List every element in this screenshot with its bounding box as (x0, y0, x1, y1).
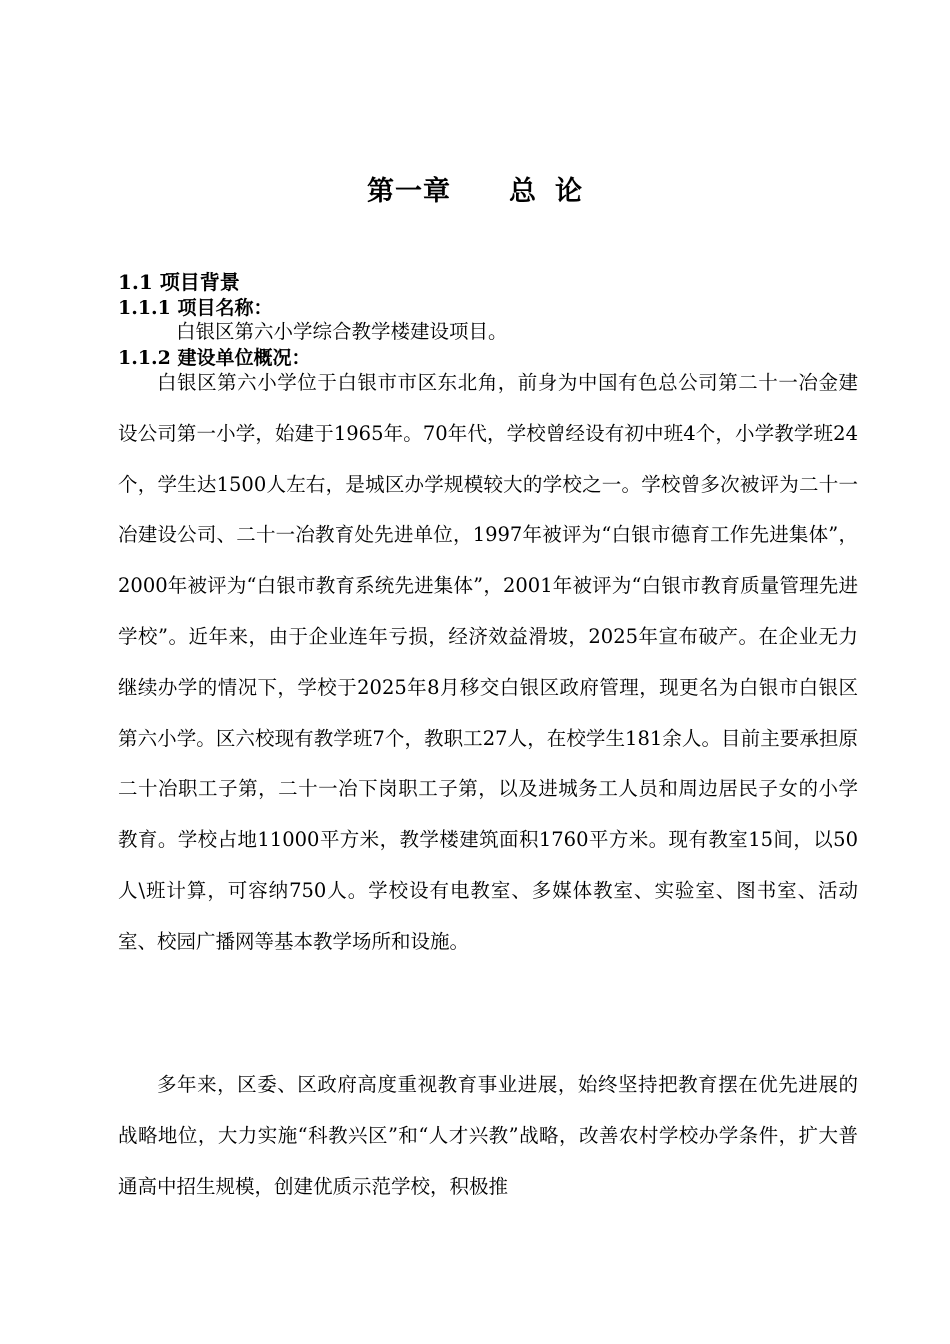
section-heading-1-1: 1.1 项目背景 (118, 270, 240, 294)
project-name-text: 白银区第六小学综合教学楼建设项目。 (176, 320, 508, 343)
section-heading-1-1-1: 1.1.1 项目名称： (118, 297, 273, 319)
chapter-label: 第一章 (367, 176, 451, 207)
section-heading-1-1-2: 1.1.2 建设单位概况： (118, 347, 311, 369)
chapter-title-char-2: 论 (555, 176, 583, 207)
chapter-title-char-1: 总 (509, 176, 537, 207)
chapter-title (0, 172, 950, 212)
paragraph-education-development: 多年来，区委、区政府高度重视教育事业进展，始终坚持把教育摆在优先进展的战略地位，大力实施“科教兴区”和“人才兴教”战略，改善农村学校办学条件，扩大普通高中招生规模，创建优质示范学校，积极推 (118, 1073, 858, 1198)
paragraph-school-overview: 白银区第六小学位于白银市市区东北角，前身为中国有色总公司第二十一冶金建设公司第一小学，始建于1965年。70年代，学校曾经设有初中班4个，小学教学班24个，学生达1500人左右，是城区办学规模较大的学校之一。学校曾多次被评为二十一冶建设公司、二十一冶教育处先进单位，1997年被评为“白银市德育工作先进集体”，2000年被评为“白银市教育系统先进集体”，2001年被评为“白银市教育质量管理先进学校”。近年来，由于企业连年亏损，经济效益滑坡，2025年宣布破产。在企业无力继续办学的情况下，学校于2025年8月移交白银区政府管理，现更名为白银市白银区第六小学。区六校现有教学班7个，教职工27人，在校学生181余人。目前主要承担原二十冶职工子第，二十一冶下岗职工子第，以及进城务工人员和周边居民子女的小学教育。学校占地11000平方米，教学楼建筑面积1760平方米。现有教室15间，以50人\班计算，可容纳750人。学校设有电教室、多媒体教室、实验室、图书室、活动室、校园广播网等基本教学场所和设施。 (118, 371, 858, 953)
